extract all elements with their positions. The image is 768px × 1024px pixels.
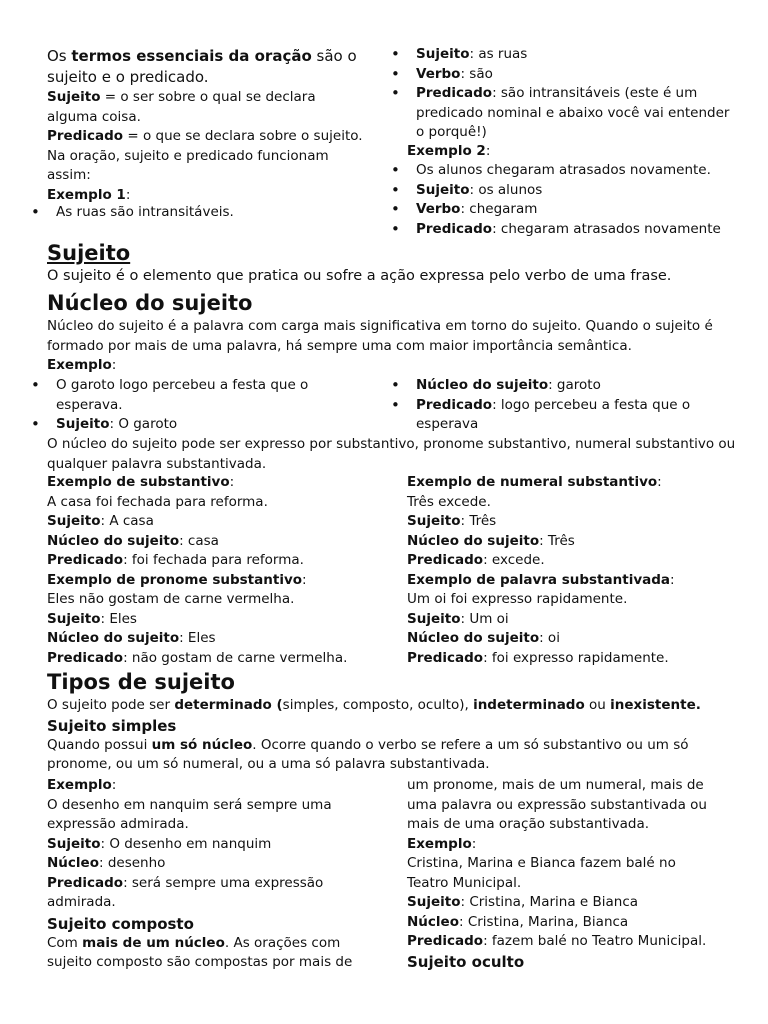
nucleo-heading: Núcleo do sujeito xyxy=(47,291,253,315)
simples-exemplo-label: Exemplo: xyxy=(47,777,117,793)
intro-block xyxy=(47,46,367,205)
sujeito-definition: Sujeito = o ser sobre o qual se declara alguma coisa. xyxy=(47,89,316,125)
list-item: • Sujeito: os alunos xyxy=(391,181,736,201)
nucleo-example-right-list xyxy=(391,376,701,435)
simples-nucleo: Núcleo: desenho xyxy=(47,855,166,871)
funcionam-text: Na oração, sujeito e predicado funcionam assim: xyxy=(47,147,329,183)
example-sentence: Três excede. xyxy=(407,493,491,510)
list-item: • As ruas são intransitáveis. xyxy=(31,203,361,223)
composto-nucleo: Núcleo: Cristina, Marina, Bianca xyxy=(407,913,629,930)
example-nucleo: Núcleo do sujeito: Eles xyxy=(47,630,216,646)
tipos-text: O sujeito pode ser determinado (simples, composto, oculto), indeterminado ou inexistente. xyxy=(47,697,701,713)
example-title: Exemplo de substantivo: xyxy=(47,474,235,490)
example-sujeito: Sujeito: Eles xyxy=(47,610,137,627)
list-item: • Verbo: são xyxy=(391,65,731,85)
example-nucleo: Núcleo do sujeito: Três xyxy=(407,532,575,549)
example-sentence: Eles não gostam de carne vermelha. xyxy=(47,591,295,607)
example-nucleo: Núcleo do sujeito: casa xyxy=(47,532,219,549)
list-item: • Núcleo do sujeito: garoto xyxy=(391,376,701,396)
nucleo-example-left-list xyxy=(31,376,341,435)
simples-sujeito: Sujeito: O desenho em nanquim xyxy=(47,835,272,852)
simples-example-block xyxy=(47,776,365,973)
tipos-section xyxy=(47,669,747,775)
example-title: Exemplo de numeral substantivo: xyxy=(407,474,662,490)
simples-predicado: Predicado: será sempre uma expressão admirada. xyxy=(47,874,324,910)
oculto-heading: Sujeito oculto xyxy=(407,952,525,971)
exemplo2-label: Exemplo 2: xyxy=(407,143,491,159)
composto-sujeito: Sujeito: Cristina, Marina e Bianca xyxy=(407,894,639,910)
list-item: • Predicado: chegaram atrasados novamente xyxy=(391,220,736,240)
predicado-definition: Predicado = o que se declara sobre o sujeito. xyxy=(47,128,363,144)
example-sentence: Um oi foi expresso rapidamente. xyxy=(407,591,628,607)
sujeito-text: O sujeito é o elemento que pratica ou sofre a ação expressa pelo verbo de uma frase. xyxy=(47,268,672,284)
example-title: Exemplo de pronome substantivo: xyxy=(47,571,307,588)
composto-heading: Sujeito composto xyxy=(47,914,194,933)
simples-sentence: O desenho em nanquim será sempre uma expressão admirada. xyxy=(47,796,332,832)
simples-text: Quando possui um só núcleo. Ocorre quando o verbo se refere a um só substantivo ou um só pronome, ou um só numeral, ou a uma só palavra substantivada. xyxy=(47,736,689,772)
tipos-heading: Tipos de sujeito xyxy=(47,670,235,694)
exemplo1-label: Exemplo 1: xyxy=(47,186,131,203)
example-pronome-substantivo xyxy=(47,571,387,669)
composto-continued-block xyxy=(407,776,719,972)
composto-sentence: Cristina, Marina e Bianca fazem balé no Teatro Municipal. xyxy=(407,855,676,891)
example-sentence: A casa foi fechada para reforma. xyxy=(47,493,268,510)
composto-predicado: Predicado: fazem balé no Teatro Municipal. xyxy=(407,933,707,949)
list-item: • Sujeito: as ruas xyxy=(391,45,731,65)
example-sujeito: Sujeito: A casa xyxy=(47,513,154,529)
example-sujeito: Sujeito: Três xyxy=(407,513,497,529)
list-item: • Predicado: logo percebeu a festa que o esperava xyxy=(391,396,701,435)
composto-text: Com mais de um núcleo. As orações com sujeito composto são compostas por mais de xyxy=(47,934,353,970)
example-palavra-substantivada xyxy=(407,571,747,669)
sujeito-heading: Sujeito xyxy=(47,241,131,265)
nucleo-expresso-text: O núcleo do sujeito pode ser expresso por substantivo, pronome substantivo, numeral substantivo ou qualquer palavra substantivada. xyxy=(47,436,736,472)
list-item: • Predicado: são intransitáveis (este é um predicado nominal e abaixo você vai entender o porquê!) xyxy=(391,84,731,143)
example-predicado: Predicado: foi fechada para reforma. xyxy=(47,552,304,568)
list-item: • Verbo: chegaram xyxy=(391,200,736,220)
intro-paragraph: Os termos essenciais da oração são o sujeito e o predicado. xyxy=(47,47,357,86)
example-nucleo: Núcleo do sujeito: oi xyxy=(407,630,560,646)
sujeito-section xyxy=(47,240,737,286)
list-item: • Sujeito: O garoto xyxy=(31,415,341,435)
exemplo1-analysis-list xyxy=(391,45,731,143)
composto-exemplo-label: Exemplo: xyxy=(407,835,477,852)
list-item: • Os alunos chegaram atrasados novamente. xyxy=(391,161,736,181)
example-predicado: Predicado: não gostam de carne vermelha. xyxy=(47,649,348,666)
exemplo1-list xyxy=(31,203,361,223)
examples-right-column xyxy=(407,473,747,668)
composto-continued-text: um pronome, mais de um numeral, mais de uma palavra ou expressão substantivada ou mais de uma oração substantivada. xyxy=(407,777,707,832)
simples-heading: Sujeito simples xyxy=(47,716,177,735)
example-numeral-substantivo xyxy=(407,473,747,571)
example-substantivo xyxy=(47,473,387,571)
nucleo-text: Núcleo do sujeito é a palavra com carga mais significativa em torno do sujeito. Quando o sujeito é formado por mais de uma palavra, há sempre uma com maior importância semântica. xyxy=(47,318,713,354)
nucleo-section xyxy=(47,290,737,376)
list-item: • O garoto logo percebeu a festa que o esperava. xyxy=(31,376,341,415)
example-sujeito: Sujeito: Um oi xyxy=(407,610,509,627)
exemplo2-list xyxy=(391,161,736,239)
nucleo-exemplo-label: Exemplo: xyxy=(47,357,117,373)
example-predicado: Predicado: foi expresso rapidamente. xyxy=(407,649,669,666)
examples-left-column xyxy=(47,473,387,668)
example-title: Exemplo de palavra substantivada: xyxy=(407,571,675,588)
example-predicado: Predicado: excede. xyxy=(407,552,545,568)
